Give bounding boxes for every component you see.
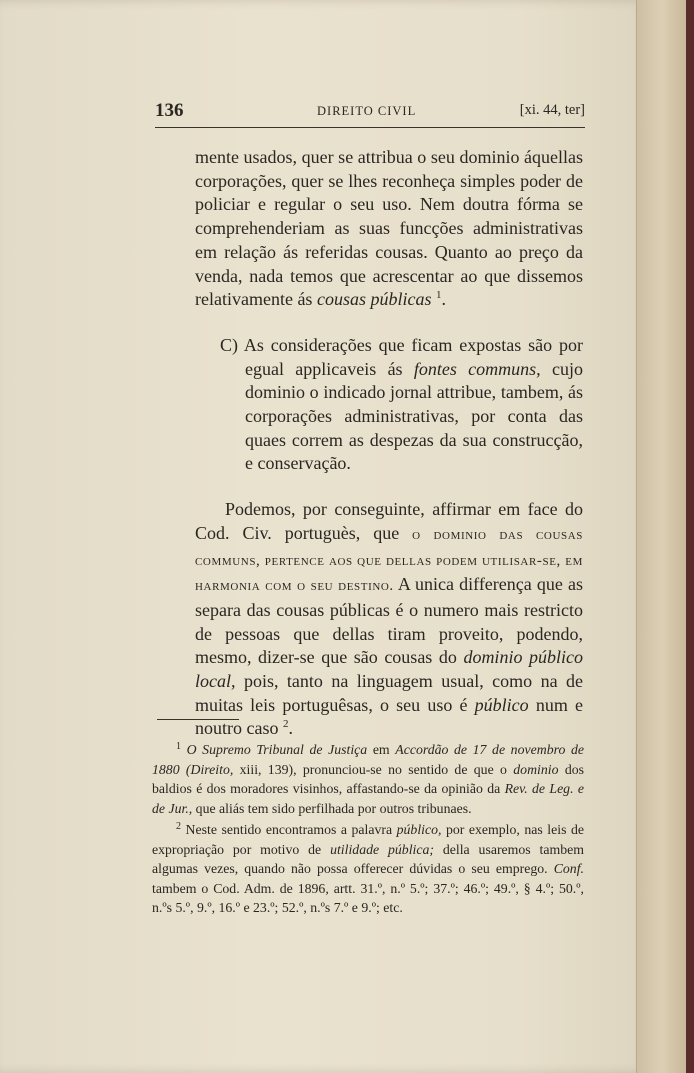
- page-number: 136: [155, 100, 184, 121]
- paragraph-continuation: mente usados, quer se attribua o seu dominio áquellas corporações, quer se lhes reconheça simples poder de policiar e regular o seu uso. Nem doutra fórma se comprehenderiam as suas funcções administrativas em relação ás referidas cousas. Quanto ao preço da venda, nada temos que acrescentar ao que dissemos relativamente ás cousas públicas $^1$.: [195, 147, 583, 310]
- section-reference: [xi. 44, ter]: [519, 102, 585, 118]
- footnote-1: $^1$ O Supremo Tribunal de Justiça em Accordão de 17 de novembro de 1880 (Direito, xiii, 139), pronunciou-se no sentido de que o dominio dos baldios é dos moradores visinhos, affastando-se da opinião da Rev. de Leg. e de Jur., que aliás tem sido perfilhada por outros tribunaes.: [152, 741, 584, 816]
- running-title: DIREITO CIVIL: [317, 104, 417, 118]
- adjacent-page-edge: [636, 0, 687, 1073]
- footnote-ref-1[interactable]: 1: [435, 289, 442, 302]
- footnote-rule: [157, 719, 239, 720]
- header-rule: [155, 127, 585, 128]
- footnotes: [152, 740, 584, 920]
- footnote-ref-2[interactable]: 2: [282, 718, 289, 731]
- paragraph-item-c: C) As considerações que ficam expostas são por egual applicaveis ás fontes communs, cujo dominio o indicado jornal attribue, tambem, ás corporações administrativas, por conta das quaes correm as despezas da sua construcção, e conservação.: [220, 334, 583, 474]
- page-header: [155, 100, 585, 124]
- footnote-2: $^2$ Neste sentido encontramos a palavra público, por exemplo, nas leis de expropriação por motivo de utilidade pública; della usaremos tambem algumas vezes, quando não possa offerecer dúvidas o seu emprego. Conf. tambem o Cod. Adm. de 1896, artt. 31.º, n.º 5.º; 37.º; 46.º; 49.º, § 4.º; 50.º, n.ºs 5.º, 9.º, 16.º e 23.º; 52.º, n.ºs 7.º e 9.º; etc.: [152, 821, 584, 915]
- book-cover-edge: [686, 0, 694, 1073]
- paragraph-conclusion: Podemos, por conseguinte, affirmar em face do Cod. Civ. portuguès, que o dominio das cousas communs, pertence aos que dellas podem utilisar-se, em harmonia com o seu destino. A unica differença que as separa das cousas públicas é o numero mais restricto de pessoas que dellas tiram proveito, podendo, mesmo, dizer-se que são cousas do dominio público local, pois, tanto na linguagem usual, como na de muitas leis portuguêsas, o seu uso é público num e noutro caso $^2$.: [195, 499, 583, 739]
- body-text: [195, 146, 583, 741]
